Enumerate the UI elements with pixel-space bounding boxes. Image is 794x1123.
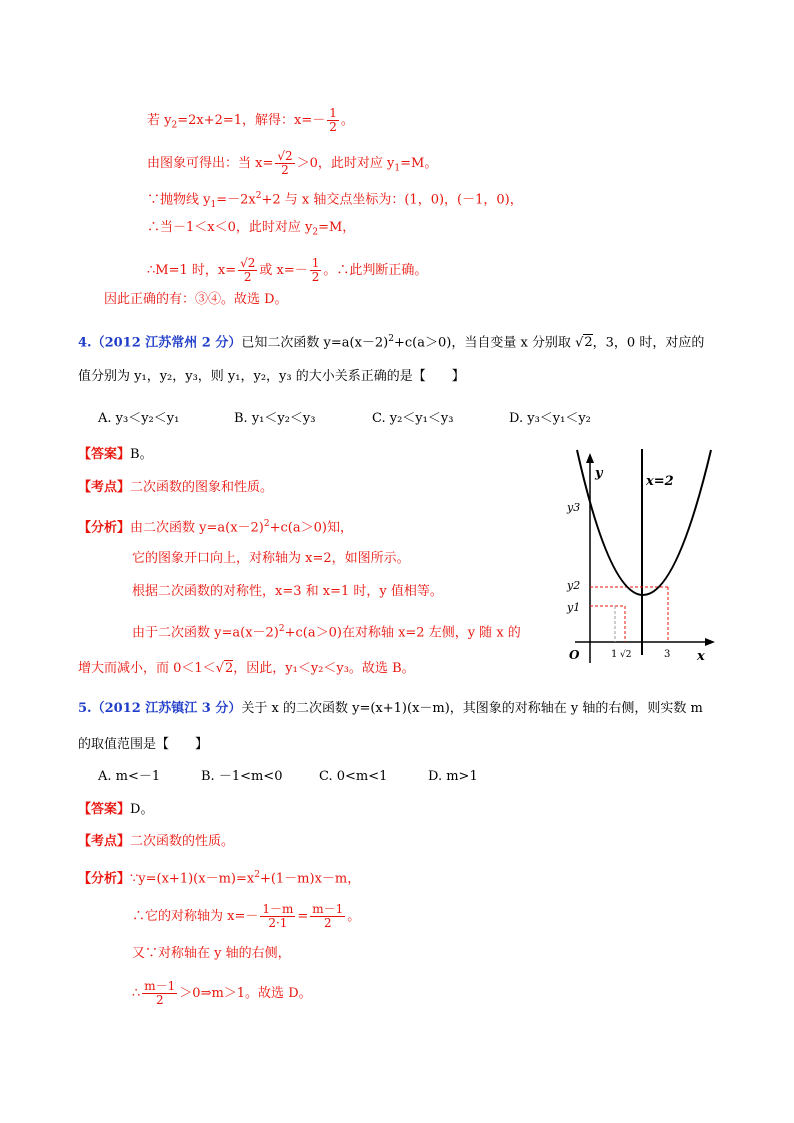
analysis-line-2: 它的图象开口向上，对称轴为 x=2，如图所示。 — [132, 551, 410, 566]
question-4-stem-line-1: 4.（2012 江苏常州 2 分）已知二次函数 $y=a(x-2)^2+c(a>0)$，当自变量 x 分别取 √2，3，0 时，对应的 — [78, 334, 705, 351]
dashed-guides — [590, 587, 668, 642]
y2-label: y2 — [567, 579, 581, 592]
option-c: C. 0<m<1 — [319, 769, 388, 784]
option-d: D. y₃＜y₁＜y₂ — [509, 411, 591, 426]
option-d: D. m>1 — [428, 769, 478, 784]
y3-label: y3 — [567, 501, 581, 514]
analysis-line-2: ∴它的对称轴为 x=－ $\frac{1-m}{2\cdot 1}$ = $\frac{m-1}{2}$ 。 — [132, 902, 361, 930]
analysis-line-3: 又∵对称轴在 y 轴的右侧， — [132, 946, 291, 961]
solution-line-1: 若 $y_2=2x+2=1$，解得：x=－ $\frac{1}{2}$ 。 — [147, 106, 354, 134]
point-row: 【考点】二次函数的性质。 — [78, 834, 235, 849]
analysis-line-4: ∴ $\frac{m-1}{2}$ ＞0⇒m＞1。故选 D。 — [132, 979, 312, 1007]
option-b: B. y₁＜y₂＜y₃ — [234, 411, 316, 426]
analysis-line-4: 由于二次函数 $y=a(x-2)^2+c(a>0)$在对称轴 x=2 左侧，y 随 x 的 — [132, 624, 521, 641]
x-axis-arrow — [705, 638, 715, 646]
question-4-stem-line-2: 值分别为 y₁，y₂，y₃，则 y₁，y₂，y₃ 的大小关系正确的是【 】 — [78, 369, 465, 384]
analysis-line-1: 【分析】$\because y=(x+1)(x-m)=x^2+(1-m)x-m$， — [78, 870, 361, 887]
question-number: 5. — [78, 701, 92, 716]
question-source: （2012 江苏常州 2 分） — [91, 335, 242, 351]
y1-label: y1 — [567, 601, 581, 614]
analysis-line-3: 根据二次函数的对称性，x=3 和 x=1 时，y 值相等。 — [132, 584, 443, 599]
option-c: C. y₂＜y₁＜y₃ — [372, 411, 454, 426]
point-row: 【考点】二次函数的图象和性质。 — [78, 480, 274, 495]
tick-1-label: 1 — [611, 649, 618, 660]
tick-3-label: 3 — [664, 649, 671, 660]
answer-row: 【答案】B。 — [78, 447, 153, 462]
symmetry-axis-label: x=2 — [646, 474, 674, 489]
question-5-stem-line-2: 的取值范围是【 】 — [78, 737, 209, 752]
option-b: B. －1<m<0 — [201, 769, 283, 784]
question-source: （2012 江苏镇江 3 分） — [91, 701, 242, 716]
solution-line-2: 由图象可得出：当 x= $\frac{√2}{2}$ ＞0，此时对应 $y_1=M$。 — [147, 149, 438, 177]
y-axis-arrow — [586, 453, 594, 463]
parabola-graph — [555, 445, 725, 670]
solution-line-3: ∵抛物线 $y_1=-2x^2+2$ 与 x 轴交点坐标为：(1，0)，(－1，0)， — [147, 191, 523, 210]
answer-row: 【答案】D。 — [78, 802, 154, 817]
x-axis-label: x — [697, 649, 705, 664]
y-axis-label: y — [595, 466, 603, 481]
solution-conclusion: 因此正确的有：③④。故选 D。 — [104, 292, 288, 307]
option-a: A. y₃＜y₂＜y₁ — [98, 411, 180, 426]
question-5-stem-line-1: 5.（2012 江苏镇江 3 分）关于 x 的二次函数 y=(x+1)(x－m)，其图象的对称轴在 y 轴的右侧，则实数 m — [78, 701, 703, 716]
question-number: 4. — [78, 335, 92, 351]
origin-label: O — [569, 648, 580, 662]
tick-sqrt2-label: √2 — [620, 650, 632, 660]
option-a: A. m<－1 — [98, 769, 161, 784]
analysis-line-5: 增大而减小，而 0＜1＜√2，因此，y₁＜y₂＜y₃。故选 B。 — [78, 661, 415, 676]
analysis-line-1: 【分析】由二次函数 $y=a(x-2)^2+c(a>0)$知， — [78, 519, 353, 536]
solution-line-4: ∴当－1＜x＜0，此时对应 $y_2=M$， — [147, 220, 356, 238]
solution-line-5: ∴M=1 时，x= $\frac{√2}{2}$ 或 x=－ $\frac{1}{2}$ 。∴此判断正确。 — [147, 256, 428, 284]
